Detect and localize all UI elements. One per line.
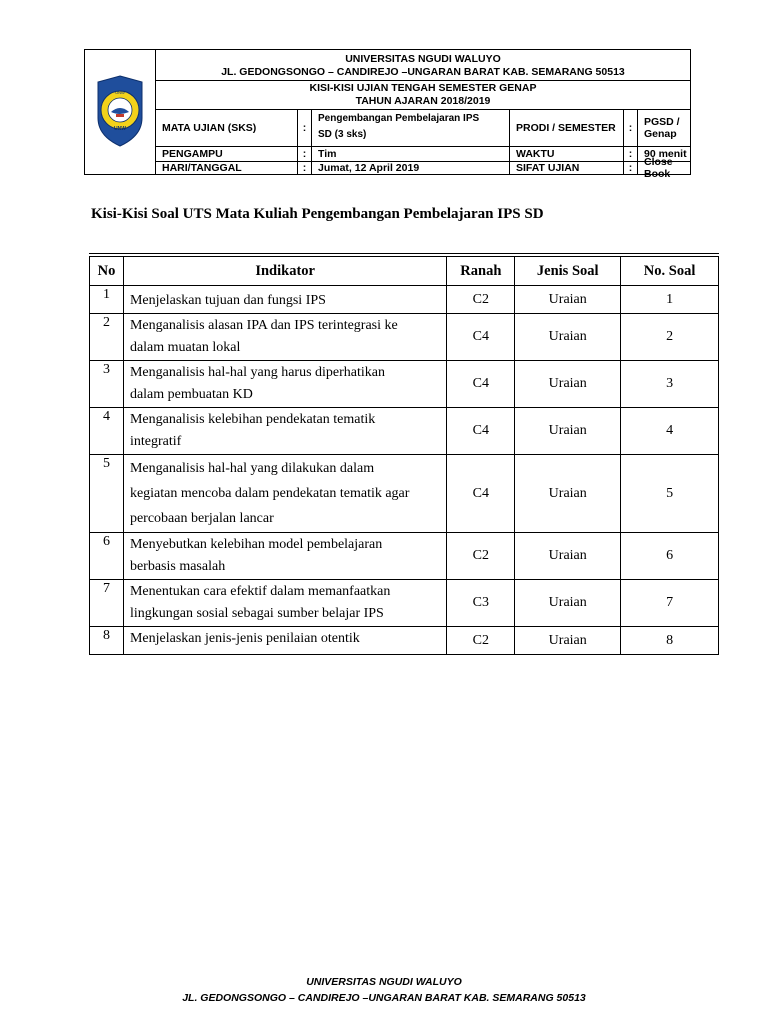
indikator-line: percobaan berjalan lancar: [129, 511, 274, 526]
row-indikator: [123, 286, 446, 314]
row-jenis-soal: Uraian: [515, 314, 621, 361]
row-jenis-soal: Uraian: [515, 580, 621, 627]
row-no-soal: 8: [621, 627, 719, 655]
sifat-value: Close Book: [644, 156, 673, 180]
row-jenis-soal: Uraian: [515, 533, 621, 580]
prodi-value: PGSD / Genap: [644, 115, 680, 140]
colon: :: [624, 161, 638, 175]
hari-value: Jumat, 12 April 2019: [312, 161, 510, 175]
row-ranah: C2: [447, 627, 515, 655]
row-no: 8: [90, 627, 124, 655]
colon: :: [298, 161, 312, 175]
indikator-line: Menganalisis kelebihan pendekatan tematik: [129, 412, 376, 427]
row-indikator: [123, 314, 446, 361]
column-header-no: No: [90, 257, 124, 286]
row-no: 3: [90, 361, 124, 408]
table-row: [90, 361, 719, 408]
row-no: 2: [90, 314, 124, 361]
row-indikator: [123, 580, 446, 627]
row-no: 1: [90, 286, 124, 314]
indikator-line: Menganalisis alasan IPA dan IPS terintegrasi ke: [129, 318, 398, 333]
indikator-line: Menjelaskan jenis-jenis penilaian otentik: [129, 631, 360, 646]
table-row: [90, 314, 719, 361]
row-indikator: [123, 408, 446, 455]
column-header-no-soal: No. Soal: [621, 257, 719, 286]
mata-ujian-label: MATA UJIAN (SKS): [156, 109, 298, 146]
row-no: 5: [90, 455, 124, 533]
row-no: 7: [90, 580, 124, 627]
row-no-soal: 7: [621, 580, 719, 627]
logo-text: UNW: [115, 90, 125, 95]
info-row-hari: [156, 156, 690, 180]
header-university: UNIVERSITAS NGUDI WALUYO: [345, 53, 501, 65]
row-jenis-soal: Uraian: [515, 627, 621, 655]
waktu-label: WAKTU: [510, 146, 624, 161]
colon: :: [624, 146, 638, 161]
column-header-jenis-soal: Jenis Soal: [515, 257, 621, 286]
row-ranah: C4: [447, 455, 515, 533]
indikator-line: Menentukan cara efektif dalam memanfaatkan: [129, 584, 391, 599]
sifat-label: SIFAT UJIAN: [510, 161, 624, 175]
colon: :: [624, 109, 638, 146]
table-row: [90, 286, 719, 314]
indikator-line: berbasis masalah: [129, 559, 226, 574]
header-doc-title: KISI-KISI UJIAN TENGAH SEMESTER GENAP: [309, 82, 537, 94]
prodi-label: PRODI / SEMESTER: [510, 109, 624, 146]
row-ranah: C4: [447, 314, 515, 361]
row-indikator: [123, 627, 446, 655]
row-no-soal: 2: [621, 314, 719, 361]
indikator-line: dalam muatan lokal: [129, 340, 241, 355]
table-row: [90, 627, 719, 655]
row-ranah: C2: [447, 286, 515, 314]
row-ranah: C3: [447, 580, 515, 627]
indikator-line: Menjelaskan tujuan dan fungsi IPS: [129, 293, 326, 308]
info-row-mata-ujian: [156, 109, 690, 146]
row-ranah: C4: [447, 361, 515, 408]
column-header-ranah: Ranah: [447, 257, 515, 286]
header-academic-year: TAHUN AJARAN 2018/2019: [355, 95, 491, 107]
row-jenis-soal: Uraian: [515, 286, 621, 314]
row-indikator: [123, 361, 446, 408]
footer-university: UNIVERSITAS NGUDI WALUYO: [306, 976, 462, 988]
pengampu-label: PENGAMPU: [156, 146, 298, 161]
column-header-indikator: Indikator: [123, 257, 446, 286]
row-jenis-soal: Uraian: [515, 408, 621, 455]
indikator-line: lingkungan sosial sebagai sumber belajar IPS: [129, 606, 384, 621]
header-divider: [156, 80, 690, 81]
page-title: Kisi-Kisi Soal UTS Mata Kuliah Pengembangan Pembelajaran IPS SD: [91, 206, 544, 222]
row-no-soal: 4: [621, 408, 719, 455]
row-ranah: C4: [447, 408, 515, 455]
info-row-pengampu: [156, 146, 690, 161]
mata-ujian-value-line: SD (3 sks): [318, 129, 367, 140]
logo-initials: UNW: [114, 126, 126, 132]
header-address: JL. GEDONGSONGO – CANDIREJO –UNGARAN BARAT KAB. SEMARANG 50513: [221, 66, 625, 78]
mata-ujian-value: [312, 109, 510, 146]
exam-header: [84, 49, 691, 180]
indikator-line: kegiatan mencoba dalam pendekatan tematik agar: [129, 486, 410, 501]
indikator-line: Menyebutkan kelebihan model pembelajaran: [129, 537, 383, 552]
table-row: [90, 455, 719, 533]
row-no-soal: 5: [621, 455, 719, 533]
footer-address: JL. GEDONGSONGO – CANDIREJO –UNGARAN BARAT KAB. SEMARANG 50513: [182, 992, 586, 1004]
row-no: 4: [90, 408, 124, 455]
table-header-row: [90, 257, 719, 286]
pengampu-value: Tim: [312, 146, 510, 161]
row-ranah: C2: [447, 533, 515, 580]
table-row: [90, 580, 719, 627]
row-jenis-soal: Uraian: [515, 361, 621, 408]
indikator-line: Menganalisis hal-hal yang dilakukan dalam: [129, 461, 375, 476]
colon: :: [298, 109, 312, 146]
logo-cell: [85, 50, 156, 174]
waktu-value: 90 menit: [644, 147, 687, 160]
row-indikator: [123, 455, 446, 533]
questions-table: [89, 256, 719, 655]
hari-label: HARI/TANGGAL: [156, 161, 298, 175]
row-no-soal: 3: [621, 361, 719, 408]
indikator-line: integratif: [129, 434, 182, 449]
row-indikator: [123, 533, 446, 580]
colon: :: [298, 146, 312, 161]
table-row: [90, 533, 719, 580]
indikator-line: Menganalisis hal-hal yang harus diperhatikan: [129, 365, 385, 380]
row-no: 6: [90, 533, 124, 580]
university-logo-icon: [95, 74, 145, 148]
row-jenis-soal: Uraian: [515, 455, 621, 533]
row-no-soal: 6: [621, 533, 719, 580]
mata-ujian-value-line: Pengembangan Pembelajaran IPS: [318, 113, 480, 124]
row-no-soal: 1: [621, 286, 719, 314]
table-row: [90, 408, 719, 455]
indikator-line: dalam pembuatan KD: [129, 387, 253, 402]
